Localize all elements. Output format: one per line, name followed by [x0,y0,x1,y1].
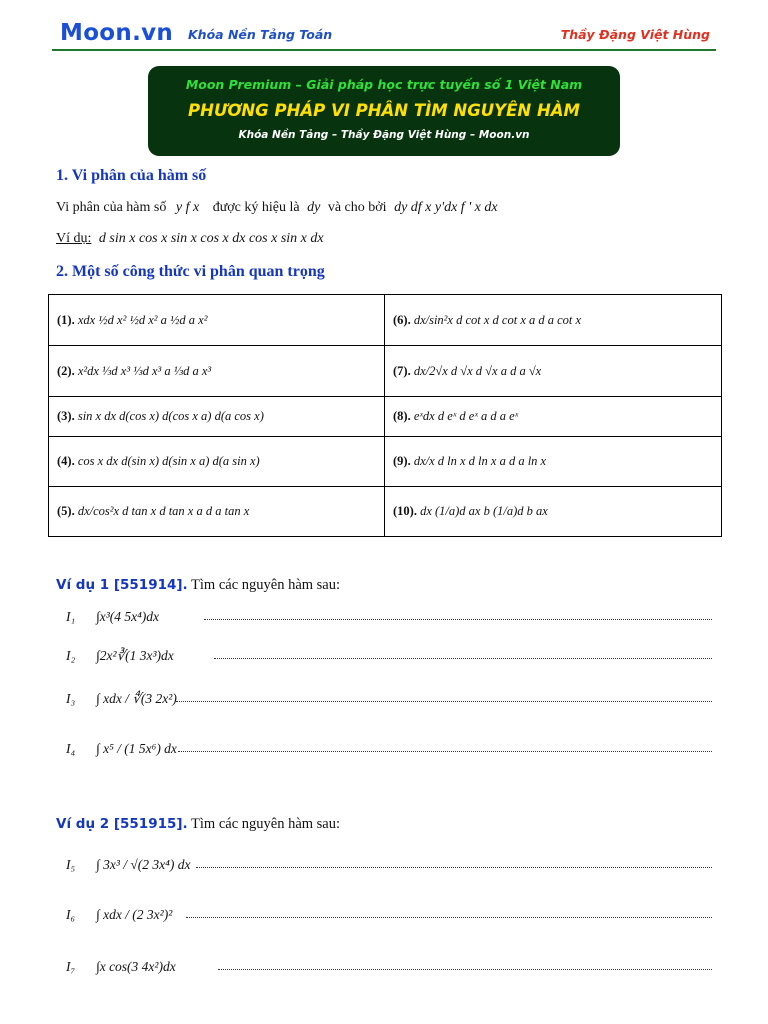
formula-expression: sin x dx d(cos x) d(cos x a) d(a cos x) [77,409,264,423]
exercise-label: I₇ [66,959,76,974]
formula-expression: x²dx ⅓d x³ ⅓d x³ a ⅓d a x³ [77,363,212,378]
formula-number: (9). [393,454,411,468]
exercise-item [66,903,712,929]
exercise-expression: ∫x³(4 5x⁴)dx [96,609,160,624]
exercise-label: I₂ [66,648,76,663]
example-2-heading [56,816,340,833]
exercise-expression: ∫x cos(3 4x²)dx [96,959,176,974]
example-1-tag: Ví dụ 1 [551914]. [56,577,188,593]
table-row [49,437,722,487]
page-header [52,20,714,52]
formula-cell [49,346,385,397]
example-1-text: Tìm các nguyên hàm sau: [191,577,341,593]
table-row [49,487,722,537]
exercise-expression: ∫2x²∛(1 3x³)dx [96,648,174,663]
exercise-item [66,687,712,713]
formula-number: (7). [393,363,411,378]
title-banner [148,66,620,156]
header-divider [52,49,716,51]
exercise-item [66,955,712,981]
example-math: d sin x cos x sin x cos x dx cos x sin x dx [98,231,324,246]
answer-dotted-line[interactable] [186,917,712,918]
answer-dotted-line[interactable] [196,867,712,868]
formula-expression: dx/sin²x d cot x d cot x a d a cot x [413,312,582,327]
exercise-item [66,605,712,631]
banner-tagline: Moon Premium – Giải pháp học trực tuyến số 1 Việt Nam [185,77,583,92]
teacher-name: Thầy Đặng Việt Hùng [560,27,710,42]
definition-text-2: được ký hiệu là [212,200,300,215]
example-2-text: Tìm các nguyên hàm sau: [191,816,341,832]
formula-expression: dx/cos²x d tan x d tan x a d a tan x [77,504,250,518]
example-2-tag: Ví dụ 2 [551915]. [56,816,188,832]
course-title: Khóa Nền Tảng Toán [188,27,333,42]
exercise-item [66,644,712,670]
formula-expression: cos x dx d(sin x) d(sin x a) d(a sin x) [77,454,260,468]
exercise-expression: ∫ x⁵ / (1 5x⁶) dx [96,741,177,756]
exercise-label: I₆ [66,907,76,922]
formula-number: (3). [57,409,75,423]
formula-cell [385,487,722,537]
exercise-expression: ∫ 3x³ / √(2 3x⁴) dx [96,857,191,872]
site-logo[interactable]: Moon.vn [60,20,174,46]
exercise-item [66,853,712,879]
answer-dotted-line[interactable] [218,969,712,970]
definition-math-2: dy [307,200,321,215]
formula-cell [49,397,385,437]
definition-line [56,200,498,216]
answer-dotted-line[interactable] [204,619,712,620]
answer-dotted-line[interactable] [178,751,712,752]
formula-cell [385,346,722,397]
exercise-label: I₄ [66,741,76,756]
formula-cell [385,437,722,487]
table-row [49,346,722,397]
exercise-label: I₁ [66,609,76,624]
exercise-expression: ∫ xdx / ∜(3 2x²) [96,691,177,706]
formula-table [48,294,722,537]
banner-subtitle: Khóa Nền Tảng – Thầy Đặng Việt Hùng – Moon.vn [238,129,530,141]
formula-cell [385,295,722,346]
example-label: Ví dụ: [56,231,92,246]
formula-number: (10). [393,504,417,518]
formula-cell [49,487,385,537]
formula-number: (4). [57,454,75,468]
exercise-label: I₅ [66,857,76,872]
formula-cell [385,397,722,437]
banner-title: PHƯƠNG PHÁP VI PHÂN TÌM NGUYÊN HÀM [188,101,580,120]
formula-expression: xdx ½d x² ½d x² a ½d a x² [77,312,208,327]
section-2-heading: 2. Một số công thức vi phân quan trọng [56,263,325,280]
table-row [49,295,722,346]
formula-number: (2). [57,363,75,378]
definition-math-1: y f x [175,200,200,215]
table-row [49,397,722,437]
formula-expression: dx (1/a)d ax b (1/a)d b ax [420,504,548,518]
exercise-label: I₃ [66,691,76,706]
formula-cell [49,437,385,487]
formula-expression: dx/2√x d √x d √x a d a √x [413,363,542,378]
definition-math-3: dy df x y'dx f ' x dx [394,200,498,215]
answer-dotted-line[interactable] [176,701,712,702]
formula-expression: eˣdx d eˣ d eˣ a d a eˣ [413,409,519,423]
section-1-heading: 1. Vi phân của hàm số [56,167,207,184]
exercise-expression: ∫ xdx / (2 3x²)² [96,907,173,922]
formula-number: (8). [393,409,411,423]
example-line [56,231,324,247]
definition-text-3: và cho bởi [327,200,387,215]
definition-text: Vi phân của hàm số [56,200,167,215]
formula-number: (6). [393,312,411,327]
exercise-item [66,737,712,763]
formula-cell [49,295,385,346]
formula-number: (1). [57,312,75,327]
answer-dotted-line[interactable] [214,658,712,659]
formula-number: (5). [57,504,75,518]
formula-expression: dx/x d ln x d ln x a d a ln x [413,454,547,468]
example-1-heading [56,577,340,594]
